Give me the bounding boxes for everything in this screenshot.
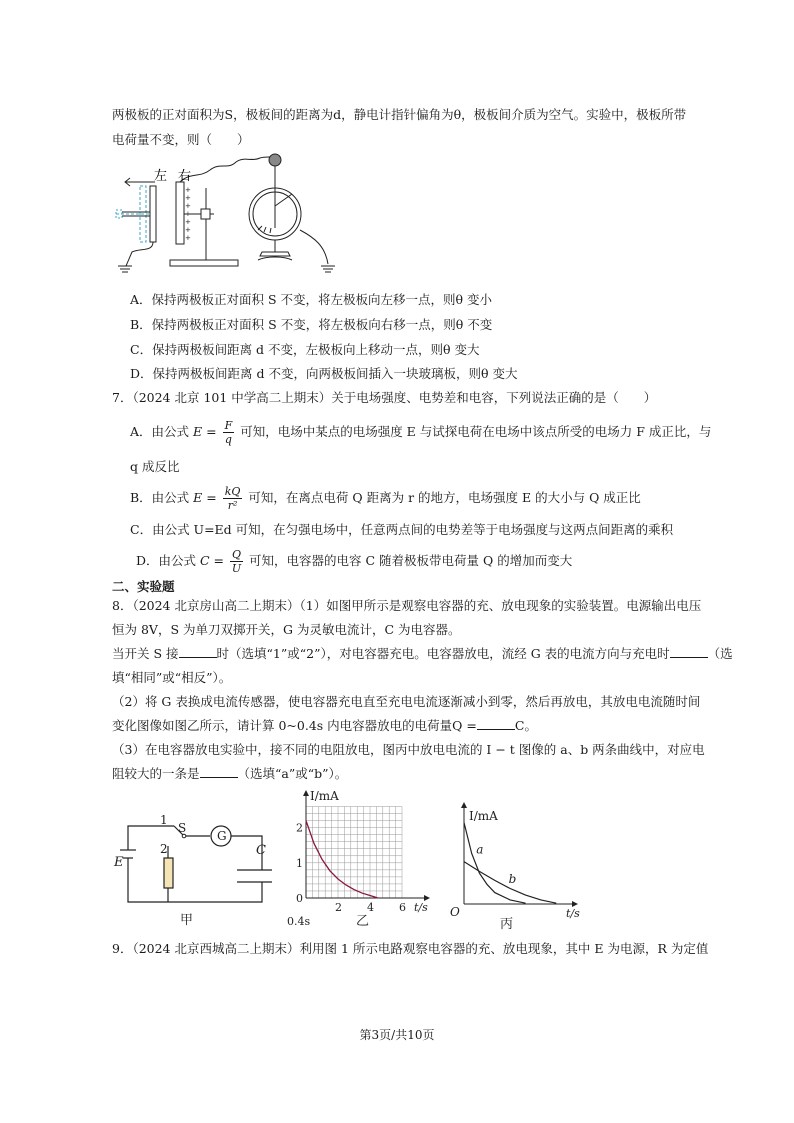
y-tick-label: 0 [296, 892, 303, 905]
x-tick-label: 4 [367, 901, 374, 914]
q9-line1: 9．（2024 北京西城高二上期末）利用图 1 所示电路观察电容器的充、放电现象，其中 E 为电源，R 为定值 [112, 941, 709, 956]
answer-blank-4[interactable] [200, 765, 238, 778]
q8-line8: 阻较大的一条是 （选填“a”或“b”）。 [112, 766, 348, 781]
y-axis-label: I/mA [310, 789, 339, 803]
series-label-b: b [508, 871, 517, 886]
svg-text:+: + [185, 226, 191, 234]
right-plate-label: 右 [178, 169, 192, 184]
x-tick-label: 2 [335, 901, 342, 914]
chart-yi-discharge-current [286, 788, 436, 930]
q7-option-d: D．由公式 C = $\frac{Q}{U}$ 可知，电容器的电容 C 随着极板带电荷量 Q 的增加而变大 [136, 548, 573, 575]
q6-stem-line1: 两极板的正对面积为S，极板间的距离为d，静电计指针偏角为θ，极板间介质为空气。实验中，极板所带 [112, 107, 687, 122]
answer-blank-2[interactable] [670, 645, 708, 658]
series-label-a: a [476, 842, 484, 857]
svg-text:+: + [185, 194, 191, 202]
q6-stem-line2: 电荷量不变，则（ ） [112, 132, 250, 147]
origin-label: O [450, 905, 460, 919]
switch-position-2: 2 [160, 842, 168, 856]
q8-line5: （2）将 G 表换成电流传感器，使电容器充电直至充电电流逐渐减小到零，然后再放电，其放电电流随时间 [112, 694, 701, 709]
formula-fraction: $\frac{Q}{U}$ [231, 548, 242, 575]
svg-text:+: + [185, 210, 191, 218]
chart-bing-two-curves [450, 800, 590, 930]
figure-caption-bing: 丙 [500, 917, 514, 930]
series-line [306, 821, 378, 898]
y-axis-arrow [461, 802, 467, 808]
q6-capacitor-electrometer-figure [110, 148, 350, 280]
q8-line6: 变化图像如图乙所示，请计算 0~0.4s 内电容器放电的电荷量Q = C。 [112, 718, 537, 733]
q7-option-a: A．由公式 E = $\frac{F}{q}$ 可知，电场中某点的电场强度 E 与试探电荷在电场中该点所受的电场力 F 成正比，与 [130, 419, 712, 446]
figure-caption-jia: 甲 [180, 913, 194, 928]
q6-option-d: D．保持两极板间距离 d 不变，向两极板间插入一块玻璃板，则θ 变大 [130, 366, 518, 381]
q7-stem: 7．（2024 北京 101 中学高二上期末）关于电场强度、电势差和电容，下列说法正确的是（ ） [112, 390, 657, 405]
formula-fraction: $\frac{kQ}{\text{r²}}$ [224, 485, 241, 512]
q6-option-c: C．保持两极板间距离 d 不变，左极板向上移动一点，则θ 变大 [130, 342, 480, 357]
x-axis-label: t/s [566, 907, 580, 920]
answer-blank-1[interactable] [179, 645, 217, 658]
q8-line7: （3）在电容器放电实验中，接不同的电阻放电，图丙中放电电流的 I − t 图像的 a、b 两条曲线中，对应电 [112, 742, 705, 757]
galvanometer-label: G [217, 829, 227, 843]
q7-option-a-cont: q 成反比 [130, 459, 180, 474]
q6-option-a: A．保持两极板正对面积 S 不变，将左极板向左移一点，则θ 变小 [130, 292, 493, 307]
q8-line4: 填“相同”或“相反”）。 [112, 670, 232, 685]
q7-option-b: B．由公式 E = $\frac{kQ}{\text{r²}}$ 可知，在离点电荷 Q 距离为 r 的地方，电场强度 E 的大小与 Q 成正比 [130, 485, 641, 512]
y-axis-arrow [303, 790, 309, 796]
x-tick-label: 6 [399, 901, 406, 914]
q8-line3: 当开关 S 接 时（选填“1”或“2”），对电容器充电。电容器放电，流经 G 表的电流方向与充电时 （选 [112, 646, 733, 661]
switch-position-1: 1 [160, 813, 168, 827]
svg-text:+: + [185, 186, 191, 194]
svg-text:+: + [185, 218, 191, 226]
svg-text:+: + [185, 202, 191, 210]
formula-fraction: $\frac{F}{q}$ [224, 419, 233, 446]
x-axis-label: t/s [414, 901, 428, 914]
section-heading: 二、实验题 [112, 579, 175, 594]
y-axis-label: I/mA [469, 809, 498, 823]
capacitor-label: C [256, 843, 266, 858]
page-footer: 第3页/共10页 [359, 1028, 435, 1042]
source-label: E [114, 855, 124, 870]
circuit-diagram-jia [112, 810, 282, 930]
q7-option-c: C．由公式 U=Ed 可知，在匀强电场中，任意两点间的电势差等于电场强度与这两点间距离的乘积 [130, 522, 674, 537]
svg-text:+: + [185, 234, 191, 242]
q8-line2: 恒为 8V，S 为单刀双掷开关，G 为灵敏电流计，C 为电容器。 [112, 622, 461, 637]
figure-caption-yi: 乙 [356, 914, 370, 929]
q6-option-b: B．保持两极板正对面积 S 不变，将左极板向右移一点，则θ 不变 [130, 317, 493, 332]
annotation-label: 0.4s [287, 915, 311, 928]
y-tick-label: 2 [296, 821, 303, 835]
q8-line1: 8．（2024 北京房山高二上期末）（1）如图甲所示是观察电容器的充、放电现象的实验装置。电源输出电压 [112, 598, 702, 613]
y-tick-label: 1 [296, 856, 303, 870]
left-plate-label: 左 [154, 169, 168, 184]
chart-yi-grid [306, 807, 402, 898]
switch-label: S [178, 821, 187, 835]
answer-blank-3[interactable] [477, 717, 515, 730]
